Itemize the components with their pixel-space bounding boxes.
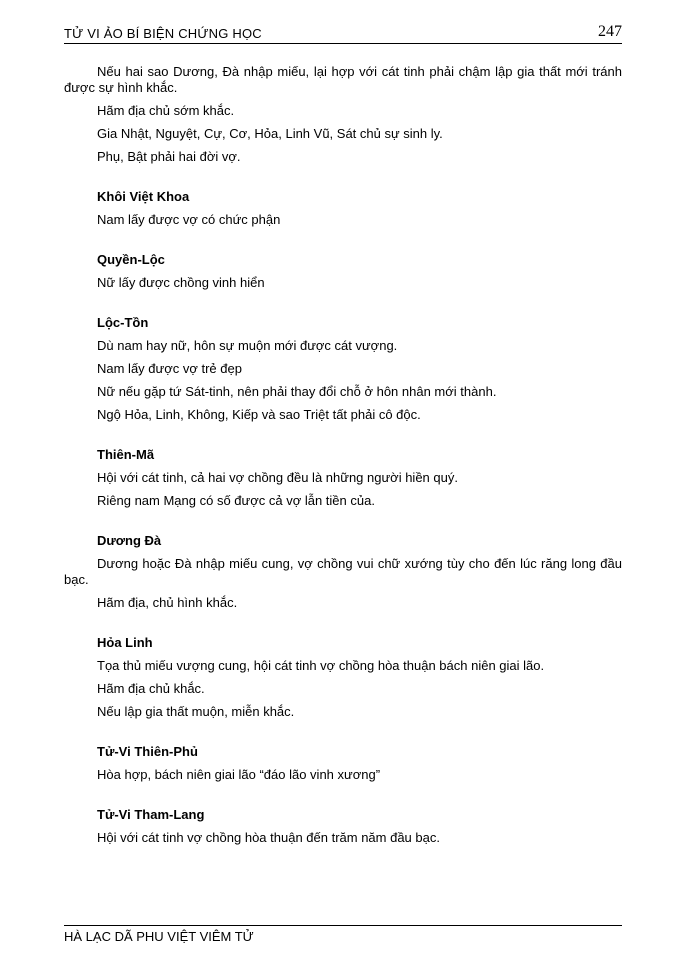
- paragraph: Riêng nam Mạng có số được cả vợ lẫn tiền của.: [97, 493, 375, 508]
- paragraph: Nam lấy được vợ có chức phận: [97, 212, 281, 227]
- paragraph: Tọa thủ miếu vượng cung, hội cát tinh vợ chồng hòa thuận bách niên giai lão.: [97, 658, 545, 673]
- paragraph: Nếu hai sao Dương, Đà nhập miếu, lại hợp với cát tinh phải chậm lập gia thất mới tránh được sự hình khắc.: [64, 64, 622, 95]
- paragraph: Nữ nếu gặp tứ Sát-tinh, nên phải thay đổi chỗ ở hôn nhân mới thành.: [97, 384, 497, 399]
- section-heading: Tử-Vi Thiên-Phủ: [97, 744, 198, 759]
- paragraph: Hãm địa chủ sớm khắc.: [97, 103, 235, 118]
- paragraph: Phụ, Bật phải hai đời vợ.: [97, 149, 241, 164]
- paragraph: Nam lấy được vợ trẻ đẹp: [97, 361, 242, 376]
- section-heading: Dương Đà: [97, 533, 162, 548]
- paragraph: Hãm địa chủ khắc.: [97, 681, 205, 696]
- footer-text: HÀ LẠC DÃ PHU VIỆT VIÊM TỬ: [64, 929, 254, 944]
- section-heading: Thiên-Mã: [97, 447, 155, 462]
- paragraph: Gia Nhật, Nguyệt, Cự, Cơ, Hỏa, Linh Vũ, Sát chủ sự sinh ly.: [97, 126, 443, 141]
- page-header: [64, 23, 622, 44]
- section-heading: Tử-Vi Tham-Lang: [97, 807, 205, 822]
- paragraph: Hội với cát tinh vợ chồng hòa thuận đến trăm năm đầu bạc.: [97, 830, 440, 845]
- section-heading: Hỏa Linh: [97, 635, 153, 650]
- paragraph: Nếu lập gia thất muộn, miễn khắc.: [97, 704, 295, 719]
- page-number: 247: [598, 23, 622, 40]
- paragraph: Dù nam hay nữ, hôn sự muộn mới được cát vượng.: [97, 338, 398, 353]
- section-heading: Lộc-Tồn: [97, 315, 149, 330]
- paragraph: Hòa hợp, bách niên giai lão “đáo lão vinh xương”: [97, 767, 381, 782]
- paragraph: Hãm địa, chủ hình khắc.: [97, 595, 238, 610]
- section-heading: Khôi Việt Khoa: [97, 189, 190, 204]
- paragraph: Ngộ Hỏa, Linh, Không, Kiếp và sao Triệt tất phải cô độc.: [97, 407, 421, 422]
- section-heading: Quyền-Lộc: [97, 252, 165, 267]
- page-content: [64, 64, 622, 853]
- paragraph: Dương hoặc Đà nhập miếu cung, vợ chồng vui chữ xướng tùy cho đến lúc răng long đầu bạc.: [64, 556, 622, 587]
- header-title: TỬ VI ẢO BÍ BIỆN CHỨNG HỌC: [64, 26, 262, 41]
- paragraph: Hội với cát tinh, cả hai vợ chồng đều là những người hiền quý.: [97, 470, 458, 485]
- page-footer: [64, 925, 622, 944]
- paragraph: Nữ lấy được chồng vinh hiển: [97, 275, 265, 290]
